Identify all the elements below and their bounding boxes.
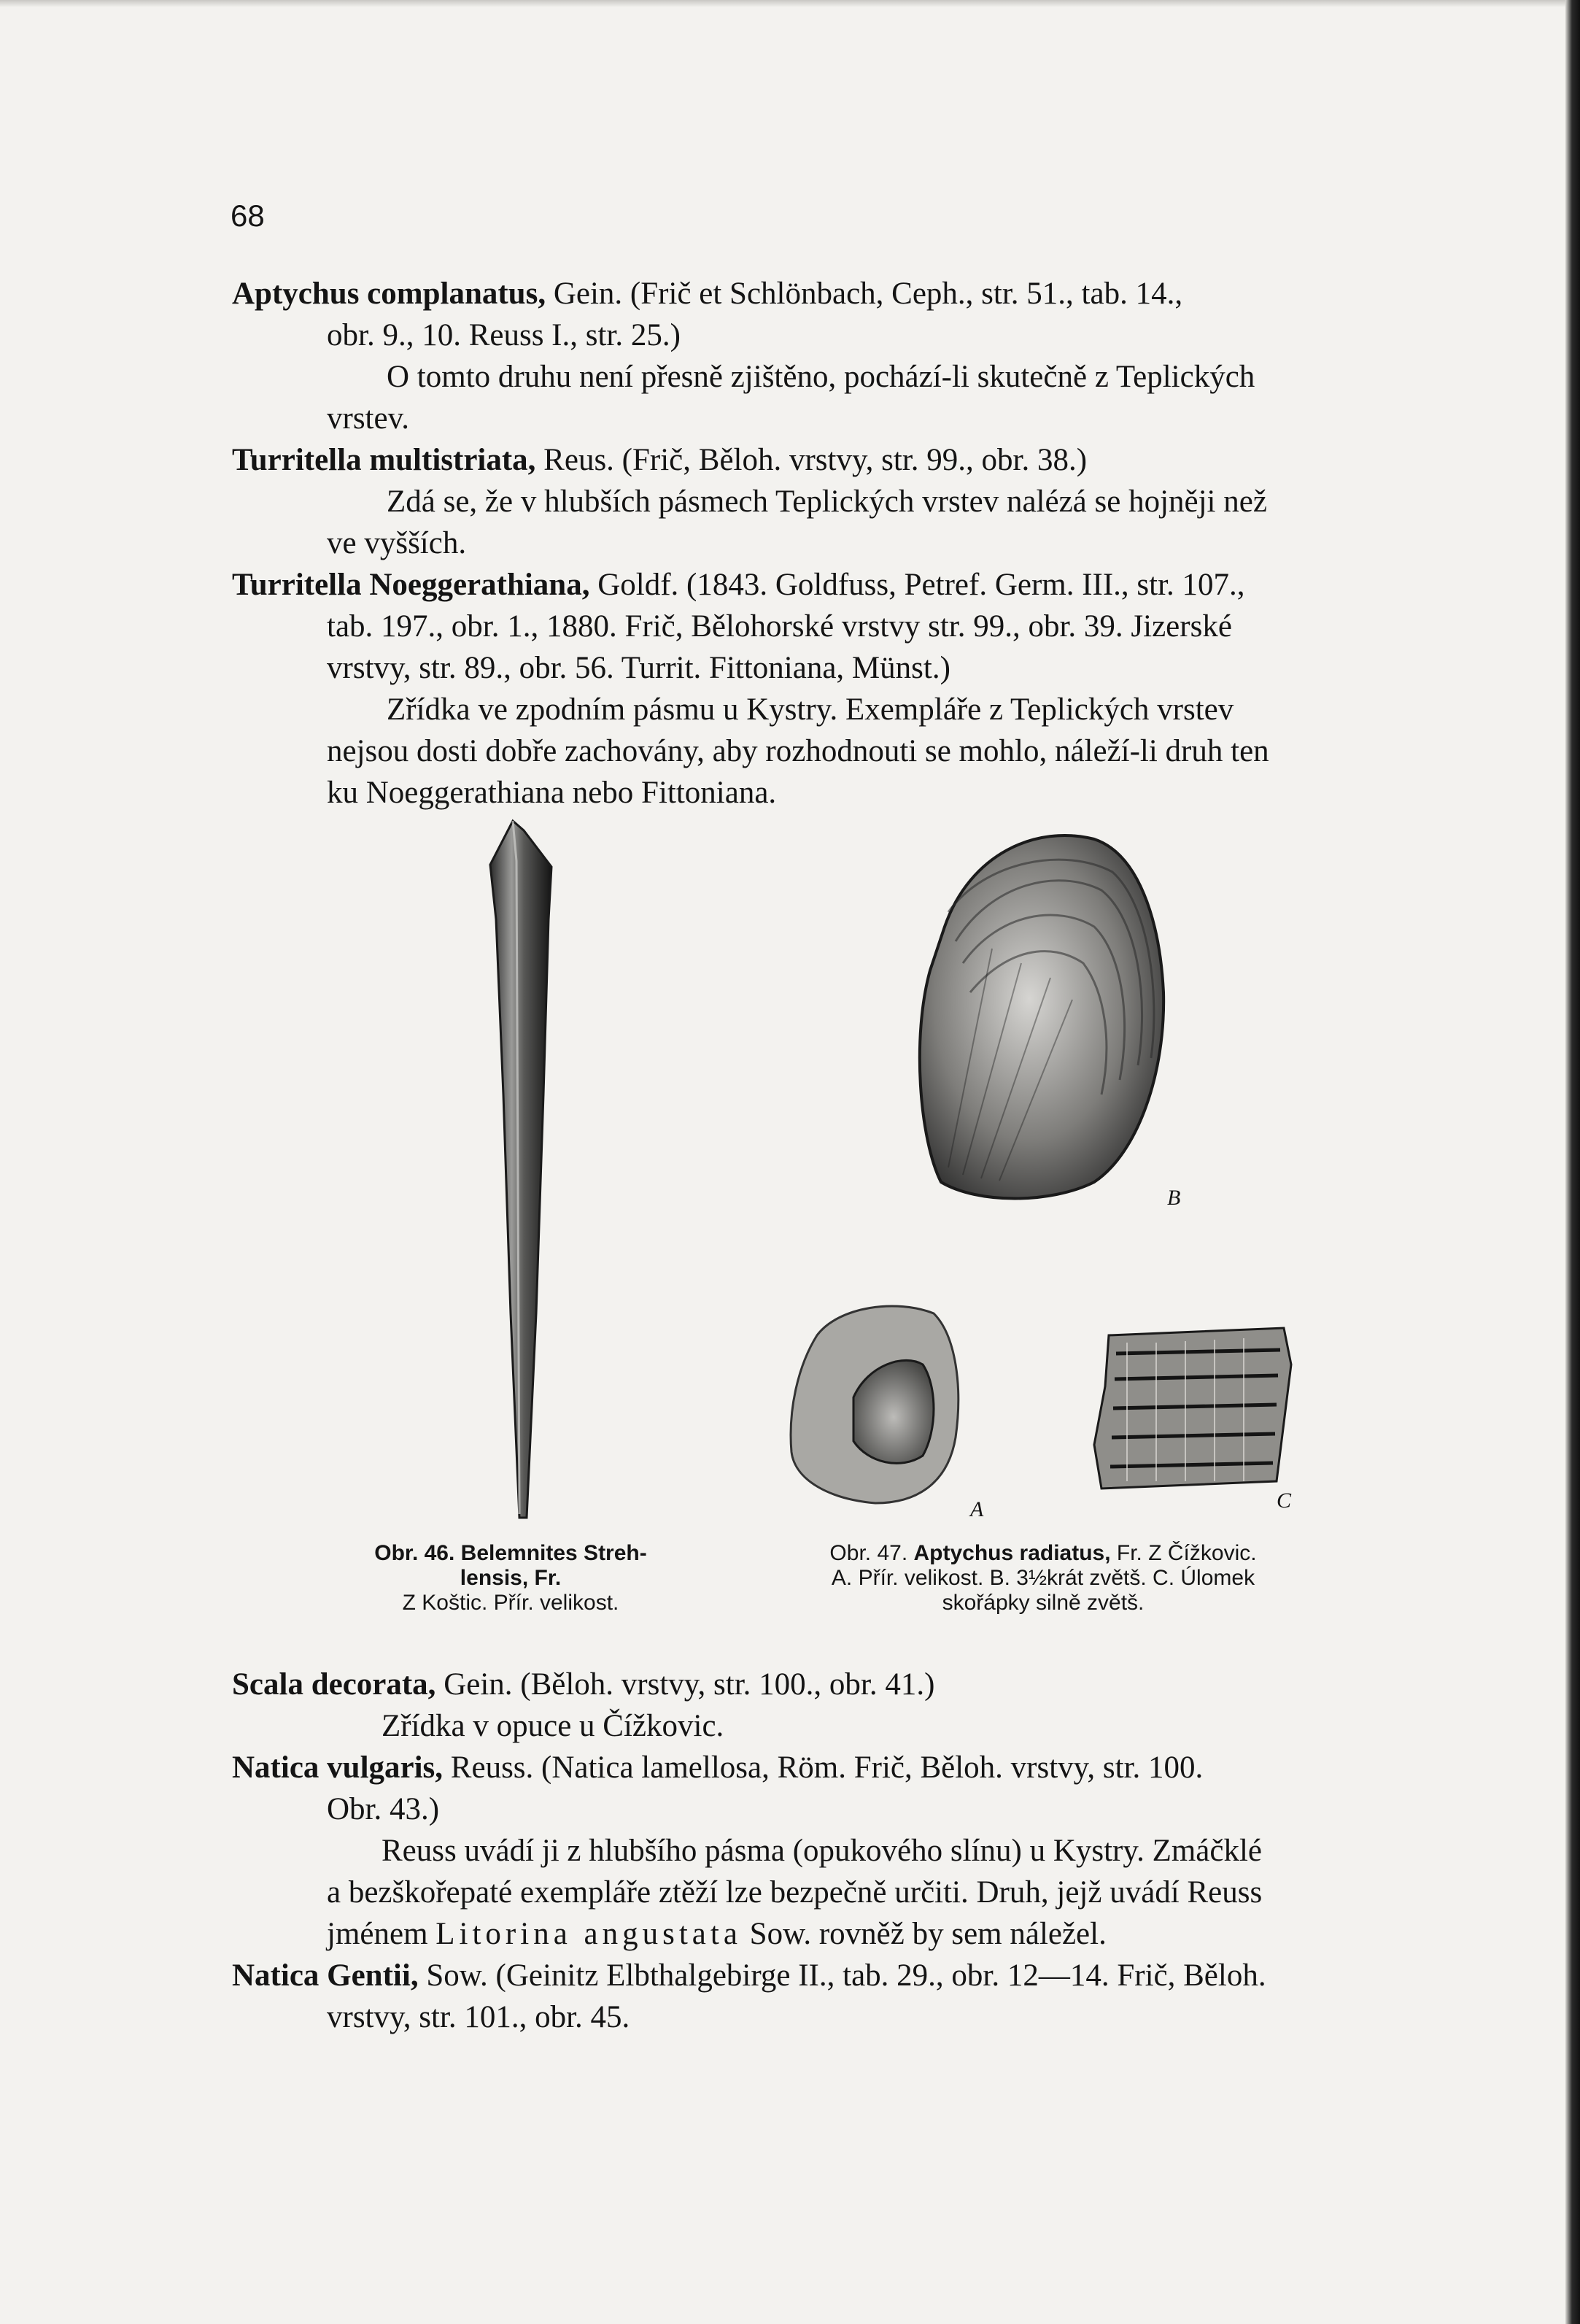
aptychus-fragment-c <box>1094 1328 1291 1489</box>
species-name: Natica vulgaris, <box>232 1750 444 1785</box>
figure-label-c: C <box>1277 1489 1292 1513</box>
entry-aptychus-complanatus: Aptychus complanatus, Gein. (Frič et Schlönbach, Ceph., str. 51., tab. 14., obr. 9., 10. Reuss I., str. 25.) O tomto druhu není přesně zjištěno, pochází-li skutečně z Teplických vrstev. <box>232 277 1255 436</box>
aptychus-shell-b <box>920 835 1163 1199</box>
entry-natica-gentii: Natica Gentii, Sow. (Geinitz Elbthalgebirge II., tab. 29., obr. 12—14. Frič, Běloh. vrstvy, str. 101., obr. 45. <box>232 1958 1266 2034</box>
species-name: Turritella multistriata, <box>232 443 536 477</box>
species-name: Turritella Noeggerathiana, <box>232 568 590 602</box>
figure-label-a: A <box>970 1497 984 1521</box>
species-name: Aptychus complanatus, <box>232 277 546 311</box>
aptychus-shell-a <box>791 1306 959 1503</box>
entry-turritella-multistriata: Turritella multistriata, Reus. (Frič, Běloh. vrstvy, str. 99., obr. 38.) Zdá se, že v hlubších pásmech Teplických vrstev nalézá se hojněji než ve vyšších. <box>232 443 1267 560</box>
caption-fig-46: Obr. 46. Belemnites Streh- lensis, Fr. Z Koštic. Přír. velikost. <box>374 1541 647 1615</box>
species-name: Natica Gentii, <box>232 1958 419 1993</box>
text-block-bottom <box>232 1664 1390 2038</box>
figure-label-b: B <box>1167 1186 1181 1210</box>
entry-scala-decorata: Scala decorata, Gein. (Běloh. vrstvy, str. 100., obr. 41.) Zřídka v opuce u Čížkovic. <box>232 1667 935 1743</box>
entry-natica-vulgaris: Natica vulgaris, Reuss. (Natica lamellosa, Röm. Frič, Běloh. vrstvy, str. 100. Obr. 43.) Reuss uvádí ji z hlubšího pásma (opukového slínu) u Kystry. Zmáčklé a bezškořepaté exempláře ztěží lze bezpečně určiti. Druh, jejž uvádí Reuss jménem Litorina angustata Sow. rovněž by sem náležel. <box>232 1750 1263 1951</box>
species-name: Scala decorata, <box>232 1667 436 1702</box>
belemnite-figure <box>490 821 551 1518</box>
entry-turritella-noeggerathiana: Turritella Noeggerathiana, Goldf. (1843. Goldfuss, Petref. Germ. III., str. 107., tab. 197., obr. 1., 1880. Frič, Bělohorské vrstvy str. 99., obr. 39. Jizerské vrstvy, str. 89., obr. 56. Turrit. Fittoniana, Münst.) Zřídka ve zpodním pásmu u Kystry. Exempláře z Teplických vrstev nejsou dosti dobře zachovány, aby rozhodnouti se mohlo, náleží-li druh ten ku Noeggerathiana nebo Fittoniana. <box>232 568 1269 810</box>
caption-fig-47: Obr. 47. Aptychus radiatus, Fr. Z Čížkovic. A. Přír. velikost. B. 3½krát zvětš. C. Úlomek skořápky silně zvětš. <box>829 1541 1257 1615</box>
page-number: 68 <box>231 198 265 233</box>
